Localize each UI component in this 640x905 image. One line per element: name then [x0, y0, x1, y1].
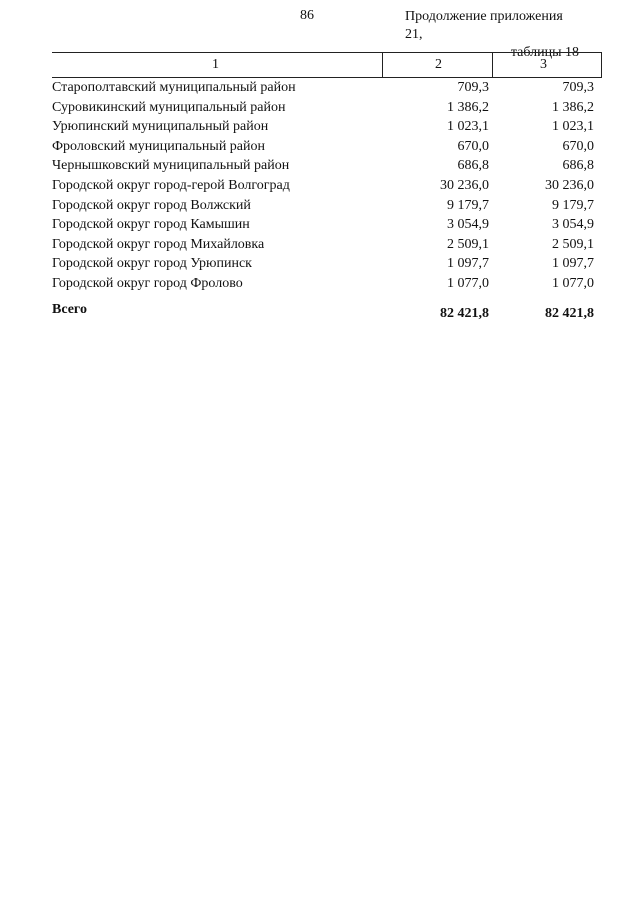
data-table: [52, 52, 602, 326]
column-divider: [382, 53, 383, 77]
table-header-row: [52, 52, 602, 78]
row-name: Городской округ город Урюпинск: [52, 256, 252, 272]
table-row: [52, 119, 602, 139]
row-name: Городской округ город Волжский: [52, 197, 251, 213]
row-col2: 30 236,0: [440, 177, 489, 193]
row-col3: 3 054,9: [552, 217, 594, 233]
row-col2: 709,3: [457, 80, 489, 95]
row-col2: 1 386,2: [447, 99, 489, 115]
row-name: Фроловский муниципальный район: [52, 138, 266, 154]
row-name: Суровикинский муниципальный район: [52, 99, 286, 115]
column-header-1: 1: [212, 57, 219, 72]
row-col2: 9 179,7: [447, 197, 489, 213]
table-row: [52, 217, 602, 237]
row-col3: 9 179,7: [552, 197, 594, 213]
row-col3: 1 097,7: [552, 256, 594, 272]
table-row: [52, 139, 602, 159]
total-label: Всего: [52, 301, 87, 317]
row-col3: 2 509,1: [552, 236, 594, 252]
total-col3: 82 421,8: [545, 305, 594, 321]
table-row: [52, 276, 602, 296]
table-row: [52, 198, 602, 218]
column-divider: [492, 53, 493, 77]
table-row: [52, 100, 602, 120]
continuation-line-1: Продолжение приложения 21,: [405, 9, 563, 42]
column-header-3: 3: [540, 57, 547, 72]
row-col3: 686,8: [562, 158, 594, 174]
row-col3: 670,0: [562, 138, 594, 154]
row-name: Старополтавский муниципальный район: [52, 80, 296, 95]
row-name: Городской округ город Камышин: [52, 217, 250, 233]
row-col2: 3 054,9: [447, 217, 489, 233]
column-header-2: 2: [435, 57, 442, 72]
row-name: Урюпинский муниципальный район: [52, 119, 269, 135]
continuation-line-2: таблицы 18: [510, 45, 579, 60]
row-name: Чернышковский муниципальный район: [52, 158, 290, 174]
row-col2: 1 023,1: [447, 119, 489, 135]
table-row: [52, 158, 602, 178]
row-col3: 1 077,0: [552, 275, 594, 291]
table-row: [52, 256, 602, 276]
row-col2: 1 097,7: [447, 256, 489, 272]
row-name: Городской округ город Михайловка: [52, 236, 265, 252]
row-col2: 1 077,0: [447, 275, 489, 291]
table-body: [52, 80, 602, 296]
row-col3: 1 386,2: [552, 99, 594, 115]
row-name: Городской округ город Фролово: [52, 275, 243, 291]
page-number: 86: [300, 8, 314, 23]
row-col2: 2 509,1: [447, 236, 489, 252]
row-col3: 30 236,0: [545, 177, 594, 193]
row-col3: 709,3: [562, 80, 594, 95]
total-col2: 82 421,8: [440, 305, 489, 321]
table-row: [52, 178, 602, 198]
row-col2: 686,8: [457, 158, 489, 174]
row-col2: 670,0: [457, 138, 489, 154]
table-total-row: [52, 302, 602, 326]
column-divider: [601, 53, 602, 77]
row-name: Городской округ город-герой Волгоград: [52, 177, 290, 193]
row-col3: 1 023,1: [552, 119, 594, 135]
table-row: [52, 80, 602, 100]
table-row: [52, 237, 602, 257]
